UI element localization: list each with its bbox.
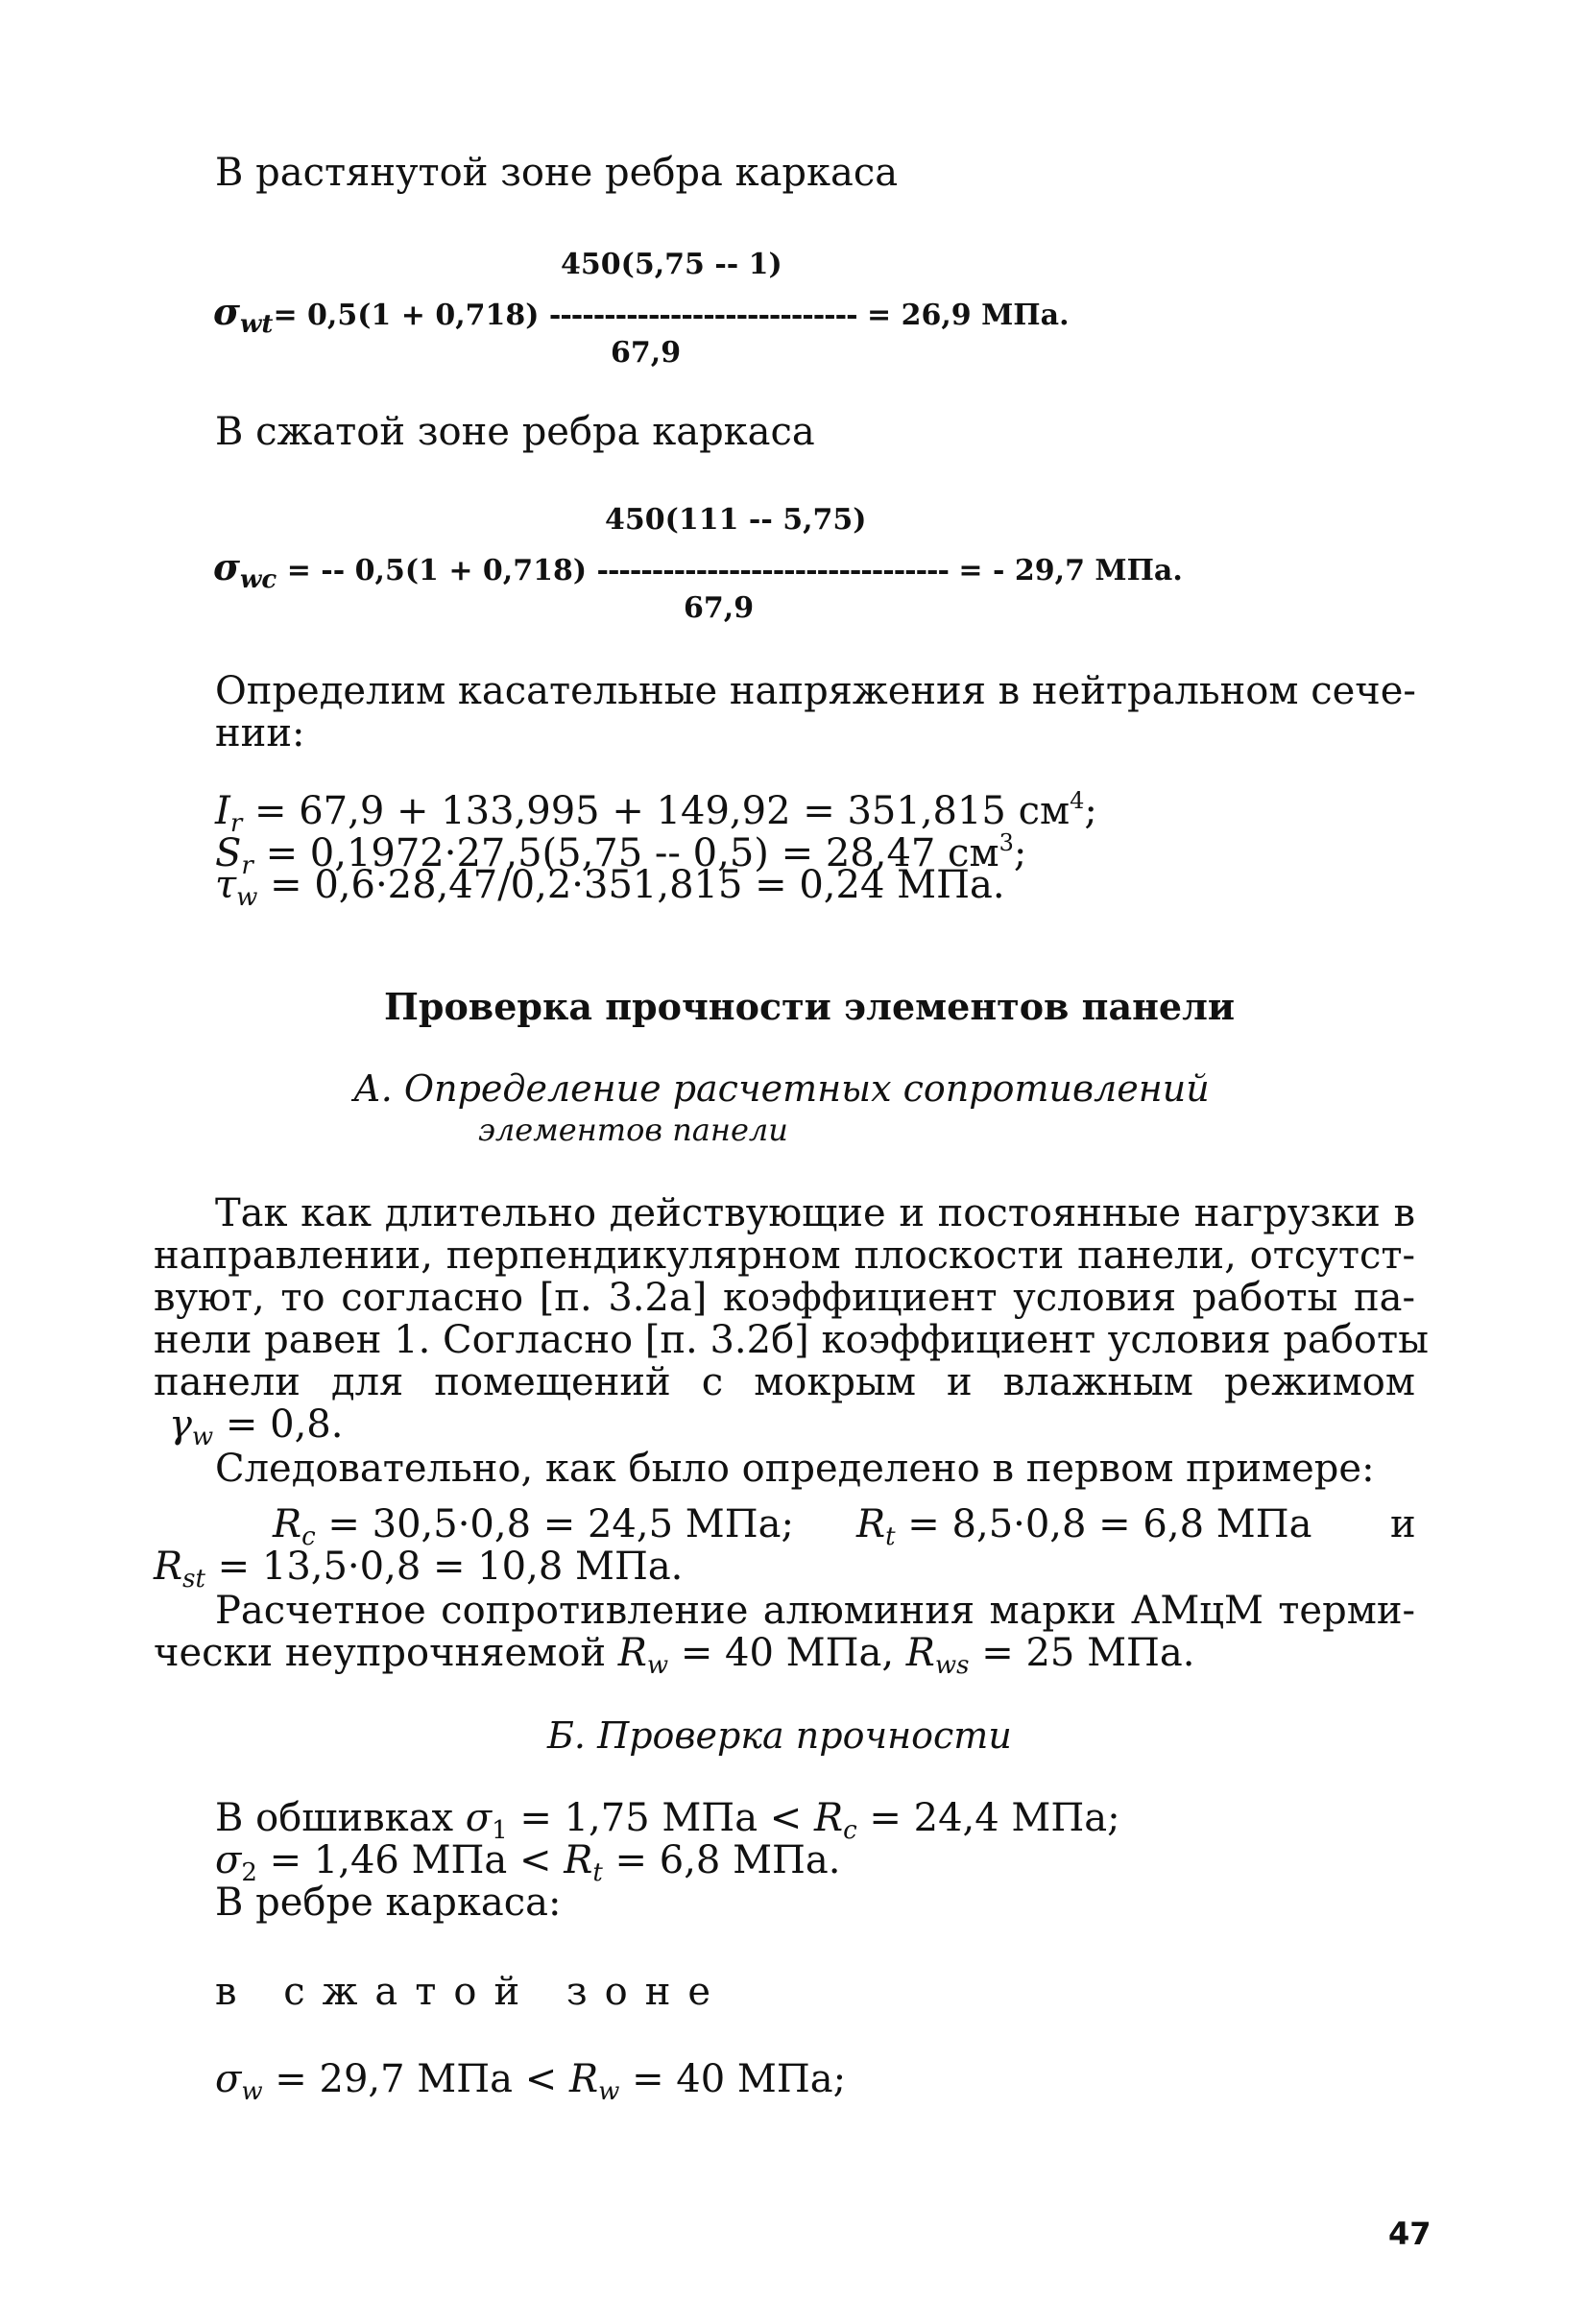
check2-value: = 1,46 МПа < xyxy=(269,1838,552,1882)
formula-tensile-left: 0,5(1 + 0,718) xyxy=(307,299,540,332)
rt-subscript: t xyxy=(885,1522,896,1551)
fraction-bar: -------------------------------- xyxy=(596,554,949,587)
rw-subscript: w xyxy=(646,1651,669,1680)
check1-r-sub: c xyxy=(843,1816,857,1845)
rws-subscript: ws xyxy=(934,1651,970,1680)
check1-sigma: σ xyxy=(465,1796,493,1840)
rc-symbol: R xyxy=(273,1502,302,1546)
paragraph-aluminium-line2 xyxy=(154,1632,1194,1687)
equals-sign: = xyxy=(273,299,298,332)
aluminium-text: чески неупрочняемой xyxy=(154,1631,606,1675)
check4-sigma-sub: w xyxy=(241,2077,263,2106)
section-heading: Проверка прочности элементов панели xyxy=(384,985,1236,1028)
intro-compressed-zone: В сжатой зоне ребра каркаса xyxy=(215,410,815,454)
i-subscript: r xyxy=(229,809,243,838)
check-rib-intro: В ребре каркаса: xyxy=(215,1881,562,1925)
formula-compressed-denominator: 67,9 xyxy=(684,591,755,625)
compressed-zone-label: в сжатой зоне xyxy=(215,1970,729,2014)
s-superscript: 3 xyxy=(999,829,1014,856)
page-number: 47 xyxy=(1388,2216,1432,2252)
sigma-symbol: σ xyxy=(213,545,241,588)
conjunction-and: и xyxy=(1390,1502,1416,1546)
gamma-subscript: w xyxy=(191,1423,214,1451)
check2-r-value: = 6,8 МПа. xyxy=(614,1838,841,1882)
paragraph-loads-line4: нели равен 1. Согласно [п. 3.2б] коэффициент условия работы xyxy=(154,1318,1429,1362)
formula-compressed-result: = - 29,7 МПа. xyxy=(958,554,1183,587)
formula-tensile-result: = 26,9 МПа. xyxy=(867,299,1070,332)
formula-compressed-line xyxy=(213,545,1183,594)
s-symbol: S xyxy=(215,831,242,875)
rt-value: = 8,5·0,8 = 6,8 МПа xyxy=(907,1502,1312,1546)
paragraph-loads-line2: направлении, перпендикулярном плоскости панели, отсутст- xyxy=(154,1234,1415,1278)
formula-compressed-left: = -- 0,5(1 + 0,718) xyxy=(286,554,588,587)
formula-compressed-numerator: 450(111 -- 5,75) xyxy=(605,503,867,537)
sigma-symbol: σ xyxy=(213,290,241,333)
rw-symbol: R xyxy=(617,1631,647,1675)
paragraph-loads-line5: панели для помещений с мокрым и влажным режимом xyxy=(154,1360,1415,1404)
rc-value: = 30,5·0,8 = 24,5 МПа; xyxy=(327,1502,794,1546)
rst-subscript: st xyxy=(182,1565,205,1593)
check1-prefix: В обшивках xyxy=(215,1796,454,1840)
fraction-bar: ---------------------------- xyxy=(548,299,857,332)
check1-r-value: = 24,4 МПа; xyxy=(869,1796,1120,1840)
check1-value: = 1,75 МПа < xyxy=(519,1796,803,1840)
check4-value: = 29,7 МПа < xyxy=(275,2057,558,2101)
formula-tensile-line xyxy=(213,290,1070,339)
gamma-symbol: γ xyxy=(169,1402,192,1447)
i-superscript: 4 xyxy=(1070,787,1085,814)
s-end: ; xyxy=(1013,831,1027,875)
tau-value: = 0,6·28,47/0,2·351,815 = 0,24 МПа. xyxy=(270,863,1005,907)
s-subscript: r xyxy=(241,851,253,880)
sigma-subscript: wt xyxy=(240,310,274,339)
i-value: = 67,9 + 133,995 + 149,92 = 351,815 см xyxy=(253,789,1071,833)
intro-tensile-zone: В растянутой зоне ребра каркаса xyxy=(215,151,899,195)
rc-subscript: c xyxy=(301,1522,316,1551)
paragraph-consequently: Следовательно, как было определено в первом примере: xyxy=(215,1447,1375,1491)
equation-shear-stress xyxy=(215,864,1005,919)
rw-value: = 40 МПа, xyxy=(680,1631,895,1675)
check4-r-sub: w xyxy=(598,2077,620,2106)
paragraph-shear-line1: Определим касательные напряжения в нейтральном сече- xyxy=(215,669,1416,713)
paragraph-loads-line3: вуют, то согласно [п. 3.2а] коэффициент условия работы па- xyxy=(154,1276,1415,1320)
check2-sigma-sub: 2 xyxy=(241,1858,257,1887)
check2-r: R xyxy=(564,1838,593,1882)
gamma-value: = 0,8. xyxy=(225,1402,344,1447)
i-symbol: I xyxy=(215,789,230,833)
rt-symbol: R xyxy=(856,1502,886,1546)
tau-symbol: τ xyxy=(215,863,237,907)
equation-rt xyxy=(856,1503,1311,1558)
formula-tensile-denominator: 67,9 xyxy=(611,336,682,370)
sigma-subscript: wc xyxy=(240,565,277,594)
check4-r-value: = 40 МПа; xyxy=(632,2057,847,2101)
i-end: ; xyxy=(1084,789,1097,833)
rst-value: = 13,5·0,8 = 10,8 МПа. xyxy=(217,1545,684,1589)
check4-r: R xyxy=(568,2057,599,2101)
check2-sigma: σ xyxy=(215,1838,242,1882)
rws-value: = 25 МПа. xyxy=(981,1631,1195,1675)
tau-subscript: w xyxy=(236,883,258,912)
check2-r-sub: t xyxy=(592,1858,603,1887)
check1-r: R xyxy=(814,1796,844,1840)
check4-sigma: σ xyxy=(215,2057,242,2101)
s-value: = 0,1972·27,5(5,75 -- 0,5) = 28,47 см xyxy=(265,831,999,875)
subheading-b: Б. Проверка прочности xyxy=(547,1714,1012,1757)
check-rib-compressed xyxy=(215,2058,846,2113)
paragraph-aluminium-line1: Расчетное сопротивление алюминия марки АМцМ терми- xyxy=(215,1589,1415,1633)
subheading-a-line1: А. Определение расчетных сопротивлений xyxy=(353,1067,1210,1110)
paragraph-loads-line1: Так как длительно действующие и постоянные нагрузки в xyxy=(215,1191,1415,1235)
check1-sigma-sub: 1 xyxy=(492,1816,508,1845)
formula-tensile-numerator: 450(5,75 -- 1) xyxy=(561,248,782,281)
paragraph-shear-line2: нии: xyxy=(215,711,305,755)
subheading-a-line2: элементов панели xyxy=(478,1112,788,1148)
rws-symbol: R xyxy=(905,1631,935,1675)
rst-symbol: R xyxy=(154,1545,183,1589)
